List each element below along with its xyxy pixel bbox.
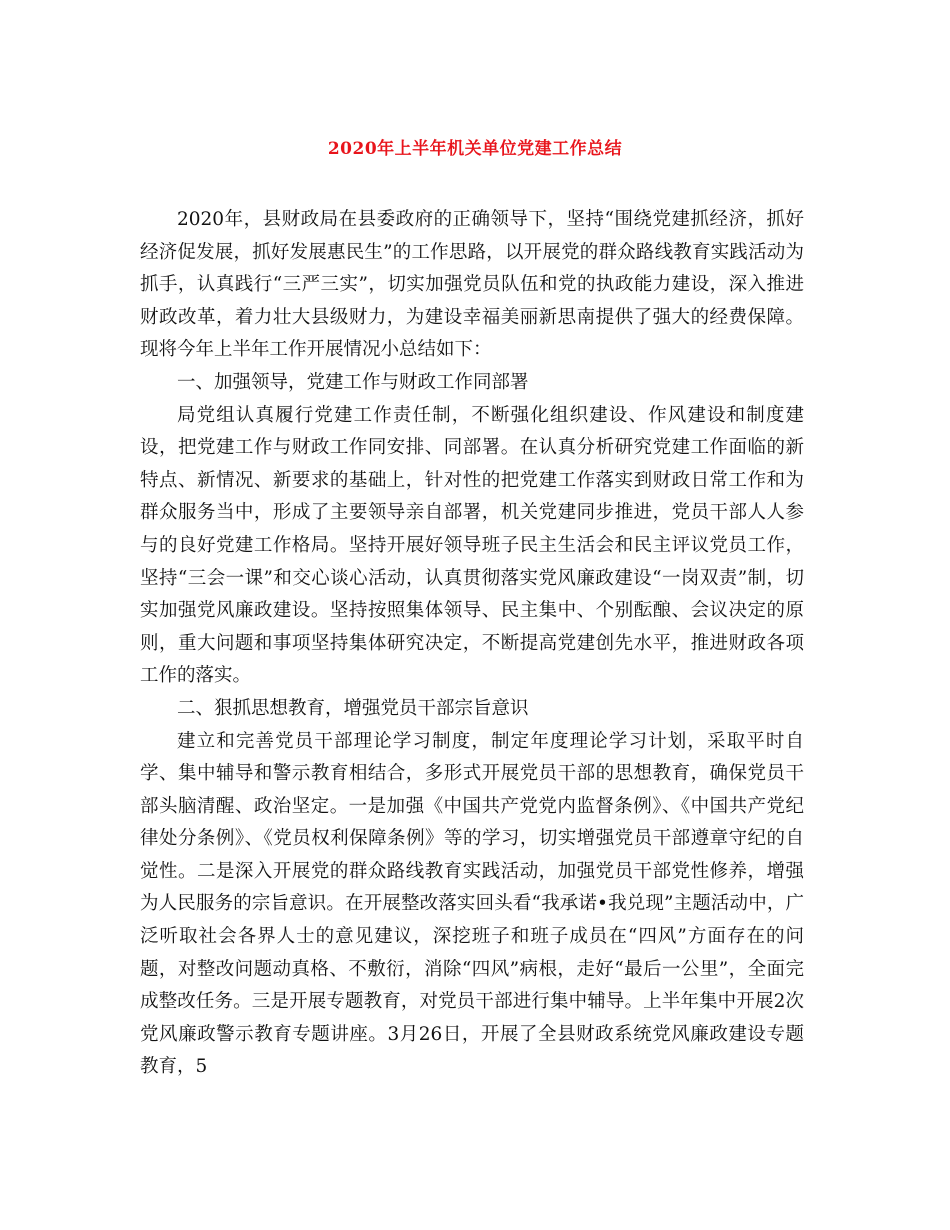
section-2-paragraph: 建立和完善党员干部理论学习制度，制定年度理论学习计划，采取平时自学、集中辅导和警示教育相结合，多形式开展党员干部的思想教育，确保党员干部头脑清醒、政治坚定。一是加强《中国共产党党内监督条例》、《中国共产党纪律处分条例》、《党员权利保障条例》等的学习，切实增强党员干部遵章守纪的自觉性。二是深入开展党的群众路线教育实践活动，加强党员干部党性修养，增强为人民服务的宗旨意识。在开展整改落实回头看“我承诺•我兑现”主题活动中，广泛听取社会各界人士的意见建议，深挖班子和班子成员在“四风”方面存在的问题，对整改问题动真格、不敷衍，消除“四风”病根，走好“最后一公里”，全面完成整改任务。三是开展专题教育，对党员干部进行集中辅导。上半年集中开展2次党风廉政警示教育专题讲座。3月26日，开展了全县财政系统党风廉政建设专题教育，5 — [140, 730, 804, 1078]
section-heading-1: 一、加强领导，党建工作与财政工作同部署 — [177, 371, 529, 393]
intro-paragraph: 2020年，县财政局在县委政府的正确领导下，坚持“围绕党建抓经济，抓好经济促发展，抓好发展惠民生”的工作思路，以开展党的群众路线教育实践活动为抓手，认真践行“三严三实”，切实加强党员队伍和党的执政能力建设，深入推进财政改革，着力壮大县级财力，为建设幸福美丽新思南提供了强大的经费保障。现将今年上半年工作开展情况小总结如下： — [140, 209, 804, 361]
document-body — [140, 204, 804, 1084]
section-heading-2: 二、狠抓思想教育，增强党员干部宗旨意识 — [177, 697, 529, 719]
section-1-paragraph: 局党组认真履行党建工作责任制，不断强化组织建设、作风建设和制度建设，把党建工作与财政工作同安排、同部署。在认真分析研究党建工作面临的新特点、新情况、新要求的基础上，针对性的把党建工作落实到财政日常工作和为群众服务当中，形成了主要领导亲自部署，机关党建同步推进，党员干部人人参与的良好党建工作格局。坚持开展好领导班子民主生活会和民主评议党员工作，坚持“三会一课”和交心谈心活动，认真贯彻落实党风廉政建设“一岗双责”制，切实加强党风廉政建设。坚持按照集体领导、民主集中、个别酝酿、会议决定的原则，重大问题和事项坚持集体研究决定，不断提高党建创先水平，推进财政各项工作的落实。 — [140, 404, 804, 687]
document-title: 2020年上半年机关单位党建工作总结 — [327, 139, 623, 159]
